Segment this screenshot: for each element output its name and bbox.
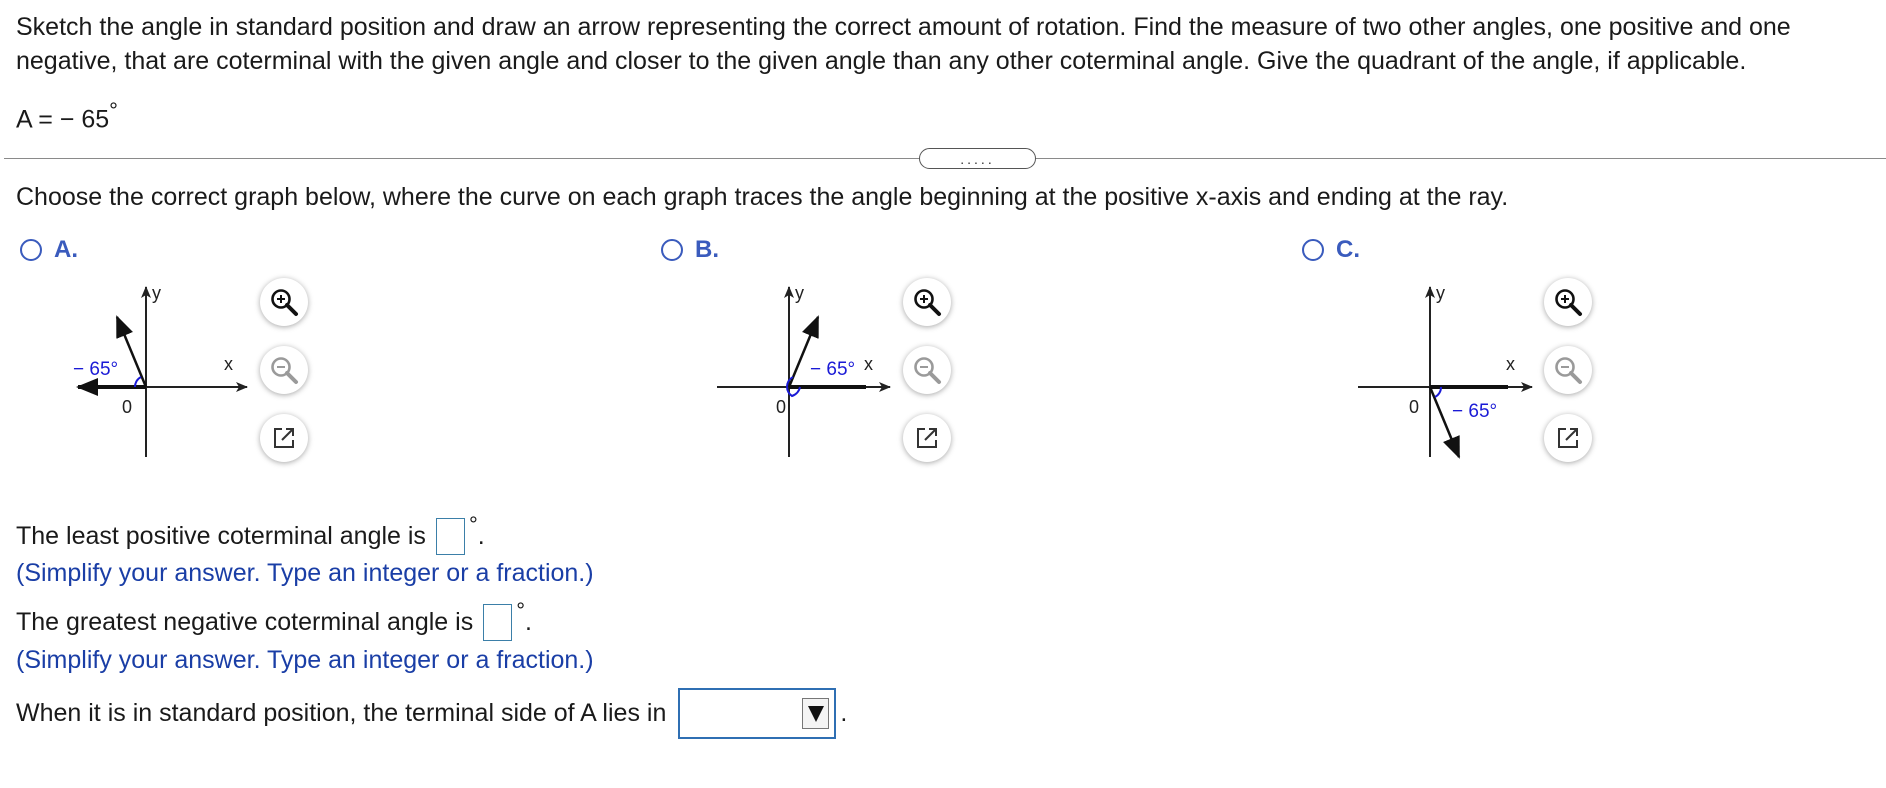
zoom-out-icon: [912, 355, 942, 385]
zoom-out-icon: [269, 355, 299, 385]
graph-a-zoom-out-button[interactable]: [260, 346, 308, 394]
graph-c-zoom-in-button[interactable]: [1544, 278, 1592, 326]
quadrant-period: .: [840, 699, 848, 727]
hint-least-positive: (Simplify your answer. Type an integer or a fraction.): [16, 559, 594, 587]
option-a-letter: A.: [54, 236, 78, 263]
least-positive-text: The least positive coterminal angle is: [16, 522, 426, 550]
graph-c-y-label: y: [1436, 283, 1445, 303]
graph-a-angle-label: − 65°: [73, 359, 119, 380]
graph-a-x-label: x: [224, 354, 233, 374]
quadrant-row: [16, 688, 847, 739]
least-positive-input[interactable]: [436, 518, 465, 555]
graph-b-zoom-out-button[interactable]: [903, 346, 951, 394]
graph-instruction: Choose the correct graph below, where the curve on each graph traces the angle beginning at the positive x-axis and ending at the ray.: [16, 183, 1509, 211]
quadrant-text: When it is in standard position, the terminal side of A lies in: [16, 699, 667, 727]
zoom-in-icon: [269, 287, 299, 317]
zoom-in-icon: [1553, 287, 1583, 317]
graph-c-zoom-out-button[interactable]: [1544, 346, 1592, 394]
question-prompt: Sketch the angle in standard position and draw an arrow representing the correct amount of rotation. Find the measure of two other angles, one positive and one negative, that are coterminal with the given angle and closer to the given angle than any other coterminal angle. Give the quadrant of the angle, if applicable.: [16, 13, 1791, 75]
graph-b-origin-label: 0: [776, 397, 787, 417]
option-b-letter: B.: [695, 236, 719, 263]
least-positive-unit: °: [468, 511, 478, 537]
graph-a-origin-label: 0: [122, 397, 133, 417]
graph-a-y-label: y: [152, 283, 161, 303]
graph-b-angle-label: − 65°: [810, 359, 856, 380]
given-value: − 65: [59, 105, 110, 134]
graph-b-x-label: x: [864, 354, 873, 374]
graph-c-angle-label: − 65°: [1452, 401, 1498, 422]
greatest-negative-input[interactable]: [483, 604, 512, 641]
zoom-out-icon: [1553, 355, 1583, 385]
graph-b-y-label: y: [795, 283, 804, 303]
graph-b-popout-button[interactable]: [903, 414, 951, 462]
graph-c-x-label: x: [1506, 354, 1515, 374]
least-positive-period: .: [477, 522, 485, 550]
greatest-negative-text: The greatest negative coterminal angle is: [16, 608, 474, 636]
graph-b-zoom-in-button[interactable]: [903, 278, 951, 326]
least-positive-row: [16, 511, 485, 555]
given-unit: °: [109, 98, 118, 123]
given-label: A =: [16, 105, 60, 134]
graph-c-origin-label: 0: [1409, 397, 1420, 417]
quadrant-dropdown[interactable]: [678, 688, 836, 739]
popout-icon: [271, 425, 297, 451]
hint-greatest-negative: (Simplify your answer. Type an integer or a fraction.): [16, 646, 594, 674]
zoom-in-icon: [912, 287, 942, 317]
popout-icon: [1555, 425, 1581, 451]
collapse-handle[interactable]: .....: [919, 148, 1036, 169]
graph-c-popout-button[interactable]: [1544, 414, 1592, 462]
greatest-negative-period: .: [525, 608, 532, 636]
dropdown-arrow[interactable]: [802, 698, 829, 729]
greatest-negative-row: [16, 597, 532, 641]
option-c-letter: C.: [1336, 236, 1360, 263]
greatest-negative-unit: °: [516, 597, 526, 623]
popout-icon: [914, 425, 940, 451]
triangle-down-icon: [807, 704, 825, 724]
graph-a-popout-button[interactable]: [260, 414, 308, 462]
graph-a-zoom-in-button[interactable]: [260, 278, 308, 326]
